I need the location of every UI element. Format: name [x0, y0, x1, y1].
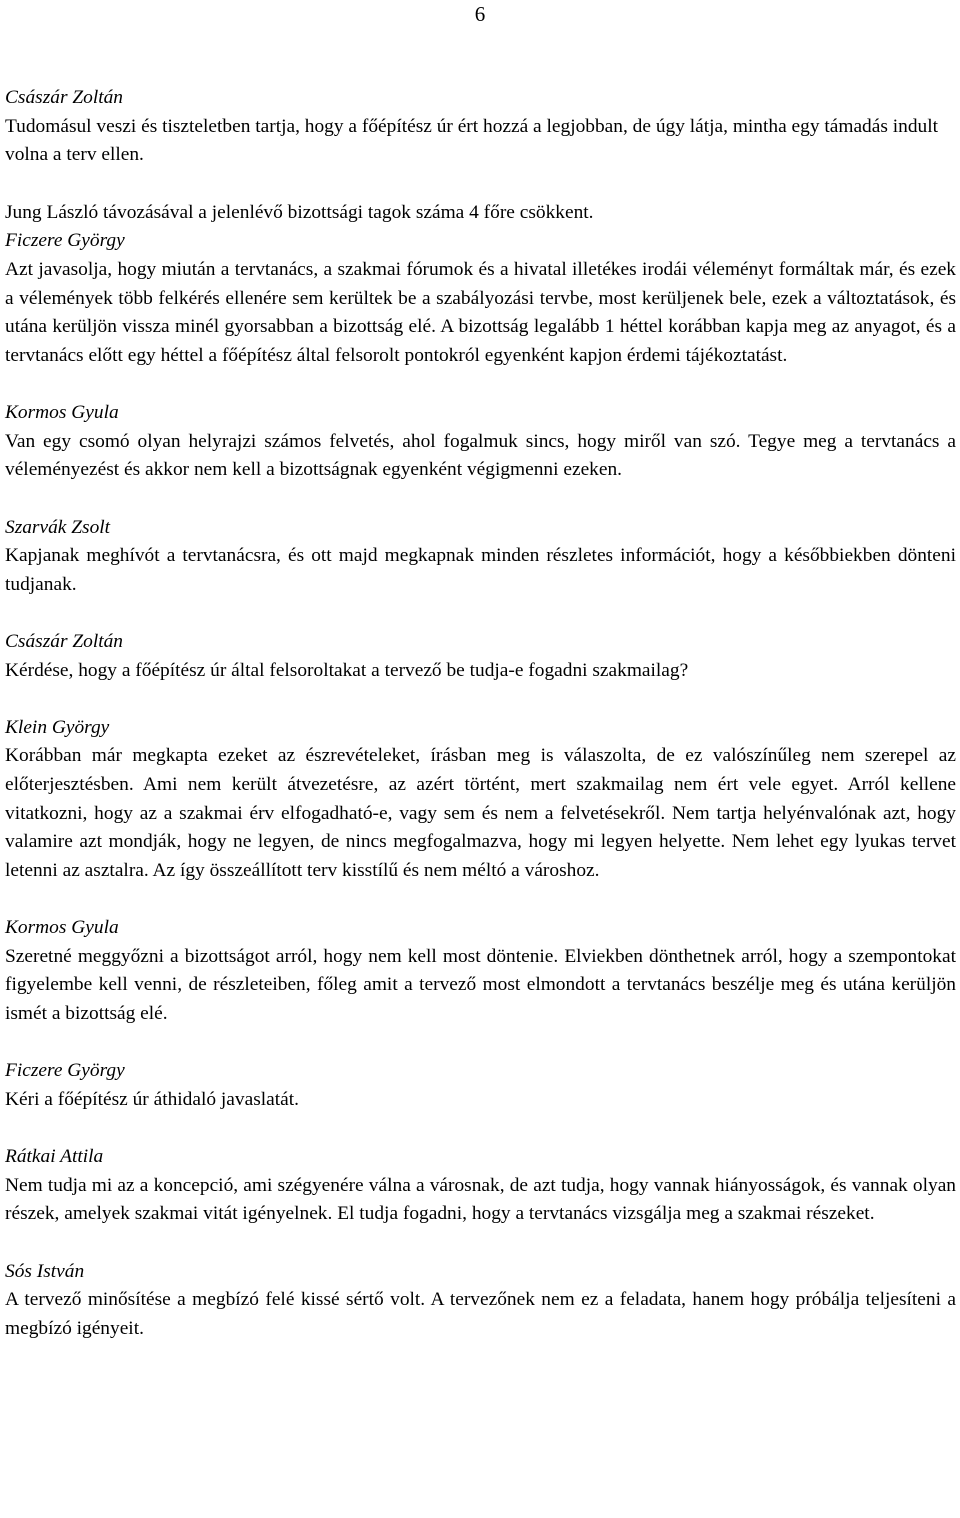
speaker-name: Szarvák Zsolt: [5, 516, 111, 538]
speech-paragraph: Van egy csomó olyan helyrajzi számos felvetés, ahol fogalmuk sincs, hogy miről van szó. Tegye meg a tervtanács a véleményezést és akkor nem kell a bizottságnak egyenként végigmenni ezeken.: [5, 430, 956, 481]
speech-paragraph: Korábban már megkapta ezeket az észrevételeket, írásban meg is válaszolta, de ez valószínűleg nem szerepel az előterjesztésben. Ami nem került átvezetésre, az azért történt, mert szakmailag nem ért vele egyet. Arról kellene vitatkozni, hogy az a szakmai érv elfogadható-e, vagy sem és nem a felvetésekről. Nem tartja helyénvalónak azt, hogy valamire azt mondják, hogy ne legyen, de nincs megfogalmazva, hogy mi legyen helyette. Nem lehet egy lyukas tervet letenni az asztalra. Az így összeállított terv kisstílű és nem méltó a városhoz.: [5, 745, 956, 881]
speech-paragraph: Kérdése, hogy a főépítész úr által felsoroltakat a tervező be tudja-e fogadni szakmailag?: [5, 659, 689, 681]
speaker-name: Ficzere György: [5, 230, 125, 252]
speech-paragraph: A tervező minősítése a megbízó felé kissé sértő volt. A tervezőnek nem ez a feladata, hanem hogy próbálja teljesíteni a megbízó igényeit.: [5, 1289, 956, 1339]
speaker-name: Kormos Gyula: [5, 917, 119, 939]
minutes-body: [5, 84, 956, 1343]
speech-block: [5, 84, 956, 170]
speaker-name: Kormos Gyula: [5, 402, 119, 424]
speech-block: [5, 914, 956, 1028]
speaker-name: Ficzere György: [5, 1060, 125, 1082]
speaker-name: Rátkai Attila: [5, 1146, 104, 1168]
speaker-name: Császár Zoltán: [5, 630, 124, 652]
speech-paragraph: Nem tudja mi az a koncepció, ami szégyenére válna a városnak, de azt tudja, hogy vannak hiányosságok, és vannak olyan részek, amelyek szakmai vitát igényelnek. El tudja fogadni, hogy a tervtanács vizsgálja meg a szakmai részeket.: [5, 1174, 956, 1225]
speech-block: [5, 1143, 956, 1229]
page-number: 6: [474, 2, 486, 26]
speech-paragraph: Tudomásul veszi és tiszteletben tartja, hogy a főépítész úr ért hozzá a legjobban, de úgy látja, mintha egy támadás indult volna a terv ellen.: [5, 115, 938, 166]
speaker-name: Császár Zoltán: [5, 87, 124, 108]
speaker-name: Klein György: [5, 716, 110, 738]
note-block: [5, 199, 956, 228]
speech-paragraph: Szeretné meggyőzni a bizottságot arról, hogy nem kell most döntenie. Elviekben dönthetnek arról, hogy a szempontokat figyelembe kell venni, de részleteiben, főleg amit a tervező most elmondott a tervtanács beszélje meg és utána kerüljön ismét a bizottság elé.: [5, 945, 956, 1024]
speech-block: [5, 514, 956, 600]
speech-paragraph: Kapjanak meghívót a tervtanácsra, és ott majd megkapnak minden részletes információt, hogy a későbbiekben dönteni tudjanak.: [5, 545, 956, 595]
attendance-note: Jung László távozásával a jelenlévő bizottsági tagok száma 4 főre csökkent.: [5, 201, 594, 223]
speech-paragraph: Azt javasolja, hogy miután a tervtanács, a szakmai fórumok és a hivatal illetékes irodái véleményt formáltak már, és ezek a vélemények több felkérés ellenére sem kerültek be a szabályozási tervbe, most kerüljenek bele, ezek a változtatások, és utána kerüljön vissza minél gyorsabban a bizottság elé. A bizottság legalább 1 héttel korábban kapja meg az anyagot, és a tervtanács előtt egy héttel a főépítész által felsorolt pontokról egyenként kapjon érdemi tájékoztatást.: [5, 258, 956, 366]
speaker-name: Sós István: [5, 1260, 85, 1282]
speech-block: [5, 1258, 956, 1344]
speech-block: [5, 399, 956, 485]
speech-paragraph: Kéri a főépítész úr áthidaló javaslatát.: [5, 1088, 299, 1110]
speech-block: [5, 1057, 956, 1114]
speech-block: [5, 227, 956, 370]
speech-block: [5, 714, 956, 886]
speech-block: [5, 628, 956, 685]
